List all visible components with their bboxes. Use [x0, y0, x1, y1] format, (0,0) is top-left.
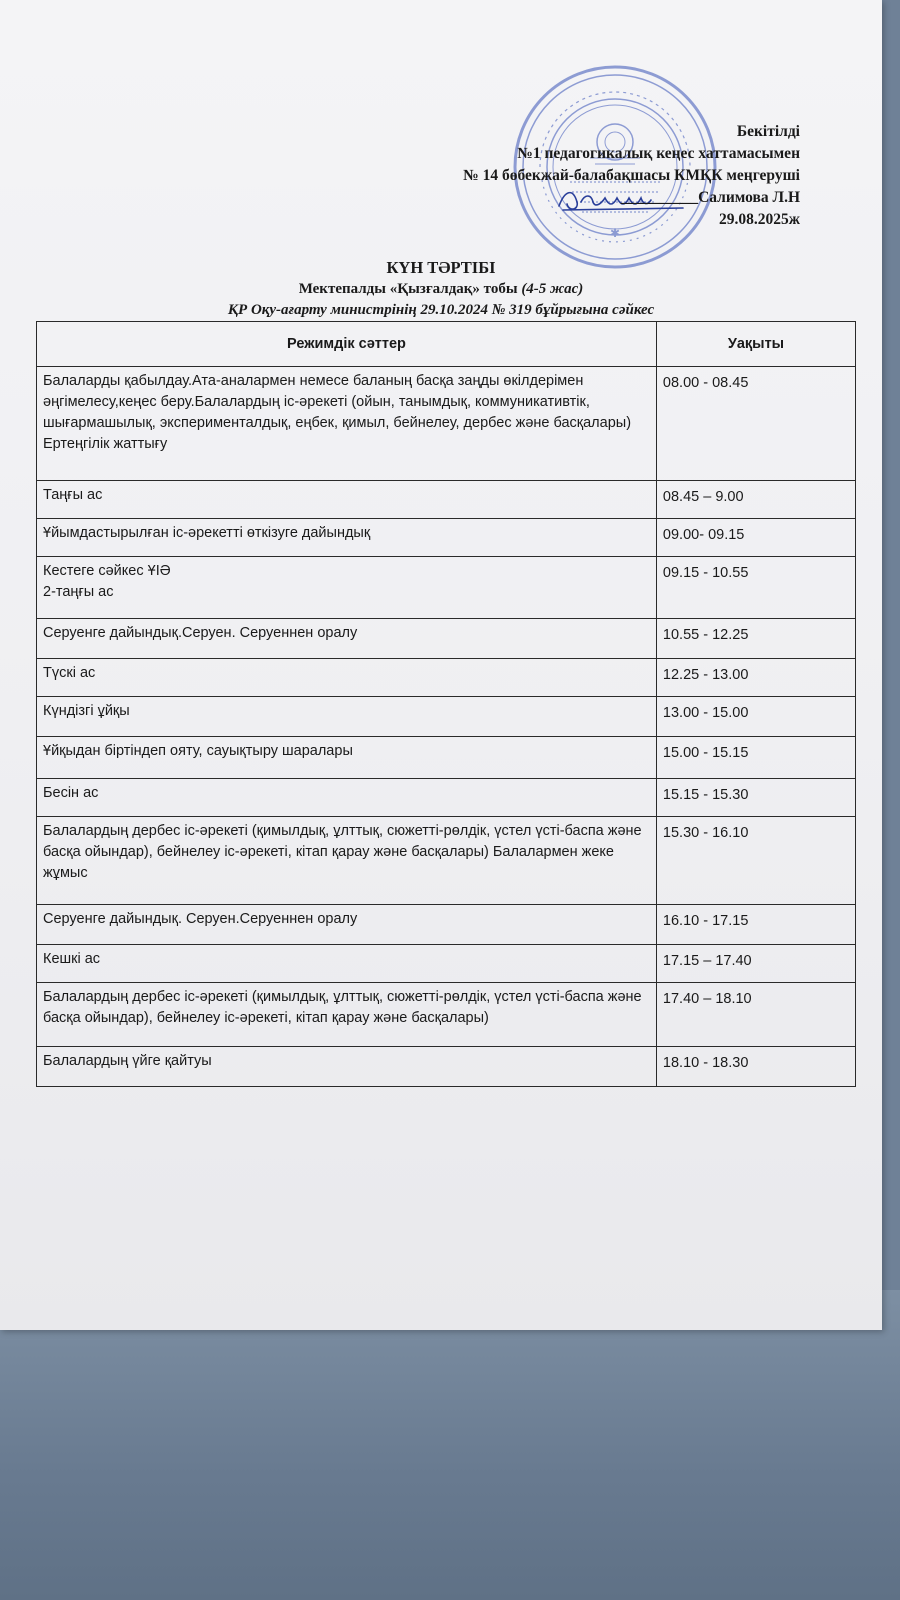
approval-heading: Бекітілді	[736, 123, 800, 140]
row-time: 09.15 - 10.55	[656, 557, 855, 619]
row-activity: Ұйқыдан біртіндеп ояту, сауықтыру шаралары	[37, 737, 657, 779]
row-activity: Күндізгі ұйқы	[37, 697, 657, 737]
row-activity: Серуенге дайындық. Серуен.Серуеннен оралу	[37, 905, 657, 945]
row-time: 12.25 - 13.00	[656, 659, 855, 697]
row-activity-line-1: Кестеге сәйкес ҰІӘ	[43, 563, 171, 579]
table-row	[37, 619, 856, 659]
row-activity: Бесін ас	[37, 779, 657, 817]
row-activity: Түскі ас	[37, 659, 657, 697]
row-time: 15.00 - 15.15	[656, 737, 855, 779]
background-surface	[0, 1290, 900, 1600]
row-activity-line-2: 2-таңғы ас	[43, 584, 114, 600]
signature-underline: __________	[620, 189, 699, 206]
row-activity: Балалардың дербес іс-әрекеті (қимылдық, ұлттық, сюжетті-рөлдік, үстел үсті-баспа және басқа ойындар), бейнелеу іс-әрекеті, кітап қарау және басқалары) Балалармен жеке жұмыс	[37, 817, 657, 905]
table-row	[37, 519, 856, 557]
svg-text:✱: ✱	[609, 226, 621, 240]
group-line	[0, 279, 882, 300]
table-row	[37, 737, 856, 779]
row-activity: Балалардың дербес іс-әрекеті (қимылдық, ұлттық, сюжетті-рөлдік, үстел үсті-баспа және басқа ойындар), бейнелеу іс-әрекеті, кітап қарау және басқалары)	[37, 983, 657, 1047]
row-time: 17.40 – 18.10	[656, 983, 855, 1047]
row-time: 08.00 - 08.45	[656, 367, 855, 481]
approval-institution: № 14 бөбекжай-балабақшасы КМҚК меңгеруші	[463, 167, 800, 184]
table-row	[37, 945, 856, 983]
table-row	[37, 779, 856, 817]
table-row	[37, 697, 856, 737]
table-row	[37, 367, 856, 481]
approval-signer-line	[463, 187, 800, 209]
approval-block	[463, 121, 800, 231]
table-row	[37, 1047, 856, 1087]
row-time: 16.10 - 17.15	[656, 905, 855, 945]
table-row	[37, 817, 856, 905]
title-block	[0, 257, 882, 321]
row-time: 10.55 - 12.25	[656, 619, 855, 659]
row-time: 08.45 – 9.00	[656, 481, 855, 519]
row-activity: Балаларды қабылдау.Ата-аналармен немесе баланың басқа заңды өкілдерімен әңгімелесу,кеңес беру.Балалардың іс-әрекеті (ойын, танымдық, коммуникативтік, шығармашылық, эксперименталдық, еңбек, қимыл, бейнелеу, дербес және басқалары) Ертеңгілік жаттығу	[37, 367, 657, 481]
approval-date: 29.08.2025ж	[719, 211, 800, 228]
row-activity	[37, 557, 657, 619]
row-activity: Серуенге дайындық.Серуен. Серуеннен оралу	[37, 619, 657, 659]
row-time: 13.00 - 15.00	[656, 697, 855, 737]
table-row	[37, 983, 856, 1047]
group-age: (4-5 жас)	[521, 281, 584, 297]
row-activity: Балалардың үйге қайтуы	[37, 1047, 657, 1087]
row-time: 17.15 – 17.40	[656, 945, 855, 983]
row-activity: Ұйымдастырылған іс-әрекетті өткізуге дайындық	[37, 519, 657, 557]
table-row	[37, 659, 856, 697]
order-reference: ҚР Оқу-ағарту министрінің 29.10.2024 № 319 бұйрығына сәйкес	[227, 302, 655, 318]
row-time: 09.00- 09.15	[656, 519, 855, 557]
schedule-table	[36, 321, 856, 1087]
row-time: 18.10 - 18.30	[656, 1047, 855, 1087]
row-time: 15.15 - 15.30	[656, 779, 855, 817]
row-activity: Таңғы ас	[37, 481, 657, 519]
group-name: Мектепалды «Қызғалдақ» тобы	[298, 281, 518, 297]
row-time: 15.30 - 16.10	[656, 817, 855, 905]
table-row	[37, 481, 856, 519]
header-activity: Режимдік сәттер	[37, 322, 657, 367]
table-header-row	[37, 322, 856, 367]
approval-signer: Салимова Л.Н	[698, 189, 800, 206]
row-activity: Кешкі ас	[37, 945, 657, 983]
approval-protocol: №1 педагогикалық кеңес хаттамасымен	[517, 145, 800, 162]
table-row	[37, 905, 856, 945]
document-title: КҮН ТӘРТІБІ	[386, 258, 496, 277]
header-time: Уақыты	[656, 322, 855, 367]
table-row	[37, 557, 856, 619]
